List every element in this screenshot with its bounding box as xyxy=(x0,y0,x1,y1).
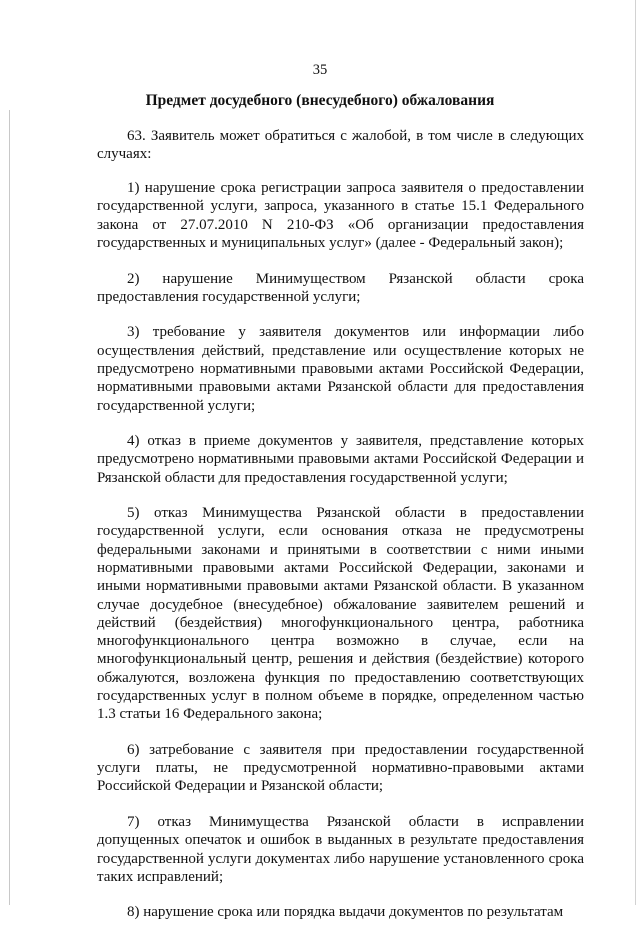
paragraph-item-8: 8) нарушение срока или порядка выдачи документов по результатам xyxy=(127,904,564,921)
scan-edge-left xyxy=(9,110,10,905)
paragraph-63: 63. Заявитель может обратиться с жалобой, в том числе в следующих случаях: xyxy=(97,128,584,163)
page-number: 35 xyxy=(312,62,328,78)
scan-edge-right xyxy=(635,0,636,905)
document-body xyxy=(97,127,584,939)
paragraph-item-3: 3) требование у заявителя документов или информации либо осуществления действий, представление или осуществление которых не предусмотрено нормативными правовыми актами Российской Федерации, нормативными правовыми актами Рязанской области для предоставления государственной услуги; xyxy=(97,324,584,414)
paragraph-item-4: 4) отказ в приеме документов у заявителя, представление которых предусмотрено нормативными правовыми актами Российской Федерации и Рязанской области для предоставления государственной услуги; xyxy=(97,433,584,486)
section-heading: Предмет досудебного (внесудебного) обжалования xyxy=(145,92,495,109)
paragraph-item-6: 6) затребование с заявителя при предоставлении государственной услуги платы, не предусмотренной нормативно-правовыми актами Российской Федерации и Рязанской области; xyxy=(97,741,584,795)
paragraph-item-1: 1) нарушение срока регистрации запроса заявителя о предоставлении государственной услуги, запроса, указанного в статье 15.1 Федерального закона от 27.07.2010 N 210-ФЗ «Об организации предоставления государственных и муниципальных услуг» (далее - Федеральный закон); xyxy=(97,180,584,252)
paragraph-item-5: 5) отказ Минимущества Рязанской области в предоставлении государственной услуги, если основания отказа не предусмотрены федеральными законами и принятыми в соответствии с ними иными нормативными правовыми актами Российской Федерации, законами и иными нормативными правовыми актами Рязанской области. В указанном случае досудебное (внесудебное) обжалование заявителем решений и действий (бездействия) многофункционального центра, работника многофункционального центра возможно в случае, если на многофункциональный центр, решения и действия (бездействие) которого обжалуются, возложена функция по предоставлению соответствующих государственных услуг в полном объеме в порядке, определенном частью 1.3 статьи 16 Федерального закона; xyxy=(97,505,584,723)
paragraph-item-7: 7) отказ Минимущества Рязанской области в исправлении допущенных опечаток и ошибок в выданных в результате предоставления государственной услуги документах либо нарушение установленного срока таких исправлений; xyxy=(97,813,584,885)
paragraph-item-2: 2) нарушение Минимуществом Рязанской области срока предоставления государственной услуги; xyxy=(97,270,584,305)
